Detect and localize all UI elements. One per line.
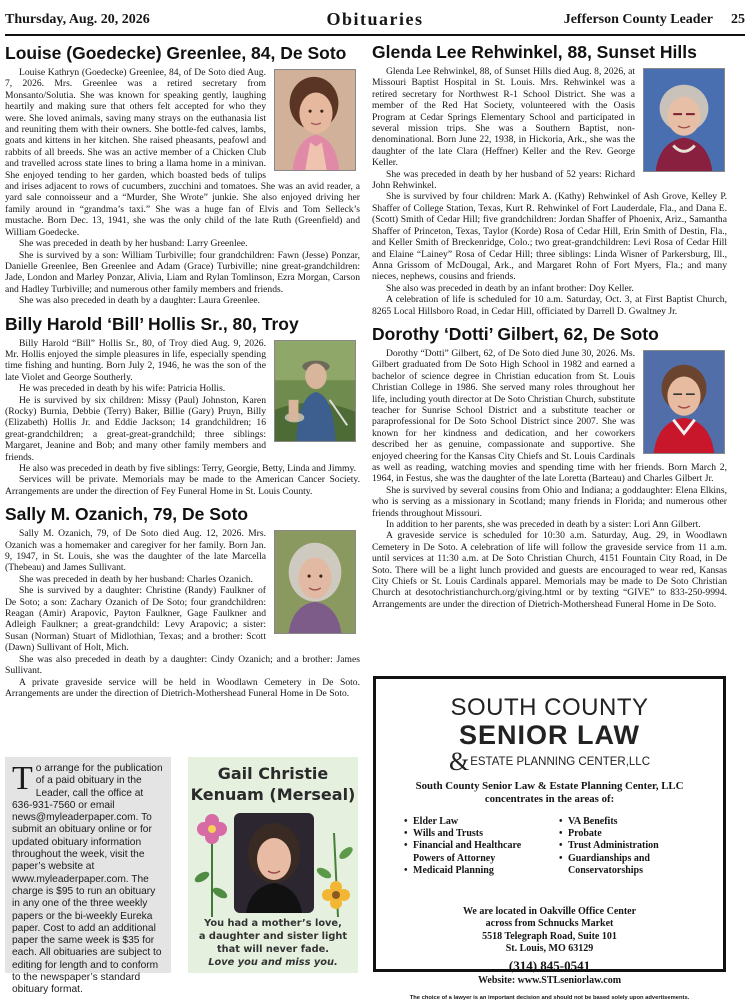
obituary-paragraph: He also was preceded in death by five siblings: Terry, Georgie, Betty, Linda and Jimmy. xyxy=(19,463,357,474)
practice-area: • Elder Law xyxy=(404,816,459,827)
practice-area: • Guardianships and xyxy=(559,852,650,864)
left-column xyxy=(5,42,360,699)
obituary-paragraph: Billy Harold “Bill” Hollis Sr., 80, of Troy died Aug. 9, 2026. Mr. Hollis enjoyed the simple pleasures in life, especially spending time fishing and hunting. Born July 2, 1946, he was the son of the late Violet and George Southerly. xyxy=(5,337,266,383)
newspaper-name: Jefferson County Leader xyxy=(563,12,713,27)
obituary-paragraph: She is survived by a son: William Turbiville; four grandchildren: Fawn (Jesse) Ponzar, Danielle Greenlee, Ben Greenlee and Adam (Grace) Turbiville; nine great-grandchildren: Jade, London and Marley Ponzar, Alivia, Liam and Rylan Tomlinson, Ezra Morgan, Carson and Hadley Turbiville; and numerous other family members and friends. xyxy=(5,249,360,295)
ad-location-line: across from Schnucks Market xyxy=(485,918,614,930)
practice-area: • Medicaid Planning xyxy=(404,864,494,876)
obituary-body xyxy=(5,528,360,699)
practice-areas-right xyxy=(559,816,659,877)
memorial-name: Gail Christie Kenuam (Merseal) xyxy=(190,764,356,804)
portrait-photo xyxy=(274,530,356,634)
obituary-paragraph: A celebration of life is scheduled for 10 a.m. Saturday, Oct. 3, at First Baptist Church, 8265 Local Hillsboro Road, in Cedar Hill, officiated by Darrell D. Gwaltney Jr. xyxy=(372,294,727,317)
ad-location xyxy=(376,906,723,955)
obituary-paragraph: He is survived by six children: Missy (Paul) Johnston, Karen (Rocky) Burnia, Debbie (Terry) Baker, Billie (Gary) Pruyn, Billy (Elizabeth) Hollis Jr. and Eddie Jackson; 14 grandchildren; 16 great-grandchildren; a great-great-grandchild; three siblings: Margaret, Jeanine and Bob; and many other family members and friends. xyxy=(5,394,266,463)
ad-name-line3-text: ESTATE PLANNING CENTER,LLC xyxy=(470,756,650,768)
ampersand: & xyxy=(448,747,470,776)
obituary-paragraph: She was preceded in death by her husband: Charles Ozanich. xyxy=(19,573,253,585)
obituary-paragraph: Glenda Lee Rehwinkel, 88, of Sunset Hills died Aug. 8, 2026, at Missouri Baptist Hospital in St. Louis. Mrs. Rehwinkel was a retired secretary for Northwest R-1 School District. She was a member of the Red Hat Society, volunteered with the Oasis Program at Cedar Springs Elementary School and participated in several mission trips. She was a Southern Baptist, non-denominational. Born June 22, 1938, in Hickoria, Ark., she was the daughter of the late Clara (Heffner) Keller and the Rev. George Keller. xyxy=(372,66,635,169)
obituary-paragraph: Dorothy “Dotti” Gilbert, 62, of De Soto died June 30, 2026. Ms. Gilbert graduated from De Soto High School in 1982 and earned a bachelor of science degree in Christian education from St. Louis Christian College in 1986. She served many roles throughout her life, including youth director at De Soto Christian Church, substitute teacher for Sunrise School District and a substitute teacher or paraprofessional for De Soto School District since 2007. She was known for her kindness and dedication, and her coworkers described her as genuine, compassionate and supportive. She enjoyed cheering for the Kansas City Chiefs and St. Louis Cardinals as well as reading, watching movies and spending time with her friends. Born March 2, 1964, in Festus, she was the daughter of the late Loretta (Barteau) and Charles Gilbert Jr. xyxy=(372,347,727,485)
obituary-paragraph: A graveside service is scheduled for 10:30 a.m. Saturday, Aug. 29, in Woodlawn Cemetery in De Soto. A celebration of life will follow the graveside service from 11 a.m. until services at 11:30 a.m. at De Soto Christian Church, 4151 Fountain City Road, in De Soto. There will be a light lunch provided and guests are encouraged to wear red, Kansas City Chiefs or St. Louis Cardinals apparel. Memorials may be made to De Soto Christian Church at desotochristianchurch.org/giving.html or by texting “GIVE” to 833-250-9994. Arrangements are under the direction of Dietrich-Mothershead Funeral Home in De Soto. xyxy=(372,530,727,610)
memorial-verse xyxy=(188,917,358,969)
ad-disclaimer: The choice of a lawyer is an important decision and should not be based solely upon advertisements. xyxy=(409,995,690,1002)
obituary-ozanich xyxy=(5,504,360,699)
sunflower-icon xyxy=(314,813,356,917)
obituary-paragraph: In addition to her parents, she was preceded in death by a sister: Lori Ann Gilbert. xyxy=(386,519,701,531)
practice-area: • VA Benefits xyxy=(559,816,618,827)
portrait-photo xyxy=(643,68,725,172)
obituary-paragraph: Louise Kathryn (Goedecke) Greenlee, 84, of De Soto died Aug. 7, 2026. Mrs. Greenlee was a retired secretary from Monsanto/Solutia. She was known for speaking gently, laughing heartily and making sure that others felt accepted for who they were. She loved animals, saving many strays on the euthanasia list and reuniting them with their owners. She bottle-fed calves, lambs, goats and kittens in her kitchen. She raised pheasants, peafowl and rabbits of all breeds. She was an active member of a Chicken Club and travelled across state lines to bring a llama home in a minivan. She enjoyed tending to her garden, which boasted beds of tulips and irises adjacent to rows of cucumbers, zucchini and tomatoes. She was an avid reader, a yard sale connoisseur and a “Murder, She Wrote” junkie. She also enjoyed driving her family around in “grandma’s taxi.” She was a huge fan of Elvis and Tom Selleck’s mustache. Born Dec. 13, 1941, she was the only child of the late Ruth (Greenfield) and William Goedecke. xyxy=(5,67,360,238)
ad-lead-line: concentrates in the areas of: xyxy=(484,793,615,805)
practice-area: • Probate xyxy=(559,828,602,840)
obituary-heading: Glenda Lee Rehwinkel, 88, Sunset Hills xyxy=(372,42,697,62)
memorial-notice xyxy=(188,757,358,973)
obituary-paragraph: Services will be private. Memorials may be made to the American Cancer Society. Arrangements are under the direction of Fey Funeral Home in St. Louis County. xyxy=(5,474,360,497)
obituary-paragraph: She is survived by a daughter: Christine (Randy) Faulkner of De Soto; a son: Zachary Ozanich of De Soto; four grandchildren: Reagan (Amir) Arapovic, Payton Faulkner, Gage Faulkner and Adleigh Faulkner; a great-grandchild: Levy Arapovic; a sister: Susan (Norman) Stuart of Midlothian, Texas; and a brother: Scott (Dawn) Sullivant of Holt, Mich. xyxy=(5,585,266,654)
obituary-heading: Billy Harold ‘Bill’ Hollis Sr., 80, Troy xyxy=(5,313,299,334)
memorial-line: You had a mother’s love, xyxy=(204,918,342,929)
portrait-photo xyxy=(643,350,725,454)
drop-cap: T xyxy=(12,760,33,797)
portrait-photo xyxy=(274,340,356,442)
senior-law-advertisement xyxy=(373,676,726,1002)
flower-icon xyxy=(190,807,234,917)
ad-address: 5518 Telegraph Road, Suite 101 xyxy=(482,930,617,942)
ad-phone: (314) 845-0541 xyxy=(508,958,591,974)
obituary-body xyxy=(5,338,360,498)
practice-area: Conservatorships xyxy=(568,864,644,876)
memorial-photo xyxy=(234,813,314,913)
obituary-body xyxy=(5,67,360,307)
ad-website: Website: www.STLseniorlaw.com xyxy=(477,975,622,987)
practice-area: Powers of Attorney xyxy=(413,852,496,864)
obituary-body xyxy=(372,348,727,610)
obituary-paragraph: She is survived by four children: Mark A. (Kathy) Rehwinkel of Ash Grove, Kelley P. Shaffer of College Station, Texas, Kurt R. Rehwinkel of Fort Lauderdale, Fla., and Dana E. (Scott) Smith of Cedar Hill; five grandchildren: Jordan Shaffer of Phoenix, Ariz., Samantha Shaffer of Princeton, Texas, Taylor (Korde) Rosa of Cedar Hill, Erin Smith of Destin, Fla., and Keller Smith of Breckenridge, Colo.; two great-grandchildren: Levi Rosa of Cedar Hill and Elaine “Lainey” Rosa of Cedar Hill; three siblings: Linda Wisner of Parkersburg, Ill., Anna Grissom of McDougal, Ark., and Margaret Rohn of Fort Myers, Fla.; and many nieces, nephews, cousins and friends. xyxy=(372,191,727,283)
ad-lead xyxy=(376,780,723,806)
info-text: o arrange for the publication of a paid obituary in the Leader, call the office at 636-931-7560 or email news@myleaderpaper.com. To submit an obituary online or for updated obituary information throughout the week, visit the paper’s website at www.myleaderpaper.com. The charge is $95 to run an obituary in any one of the three weekly papers or the bi-weekly Eureka paper. Cost to add an additional paper the same week is $35 for each. All obituaries are subject to editing for length and to conform to the newspaper’s standard obituary format. xyxy=(12,763,163,996)
ad-lead-line: South County Senior Law & Estate Planning Center, LLC xyxy=(415,780,684,792)
obituary-gilbert xyxy=(372,324,727,610)
obituary-heading: Sally M. Ozanich, 79, De Soto xyxy=(5,504,249,525)
obituary-submission-info xyxy=(5,757,171,996)
ad-name-line2: SENIOR LAW xyxy=(458,720,640,750)
obituary-heading: Dorothy ‘Dotti’ Gilbert, 62, De Soto xyxy=(372,323,659,344)
obituary-heading: Louise (Goedecke) Greenlee, 84, De Soto xyxy=(5,43,347,63)
obituary-paragraph: She was also preceded in death by a daughter: Cindy Ozanich; and a brother: James Sullivant. xyxy=(5,653,360,677)
ad-name-line1: SOUTH COUNTY xyxy=(450,694,649,721)
memorial-line: a daughter and sister light xyxy=(198,931,348,942)
obituary-paragraph: A private graveside service will be held in Woodlawn Cemetery in De Soto. Arrangements are under the direction of Dietrich-Mothershead Funeral Home in De Soto. xyxy=(5,676,360,699)
obituary-paragraph: She was also preceded in death by a daughter: Laura Greenlee. xyxy=(19,295,261,307)
right-column xyxy=(372,42,727,610)
issue-date: Thursday, Aug. 20, 2026 xyxy=(5,12,150,27)
page-number: 25 xyxy=(731,12,745,27)
practice-area: • Wills and Trusts xyxy=(404,828,484,840)
obituary-paragraph: She is survived by several cousins from Ohio and Indiana; a goddaughter: Elena Elkins, who is serving as a missionary in Scotland; many friends in Florida; and numerous other friends throughout Missouri. xyxy=(372,484,727,519)
obituary-paragraph: She was preceded in death by her husband: Larry Greenlee. xyxy=(19,238,248,250)
obituary-paragraph: She also was preceded in death by an infant brother: Doy Keller. xyxy=(386,282,634,294)
practice-areas-left xyxy=(404,816,521,877)
practice-area: • Trust Administration xyxy=(559,840,659,852)
practice-areas xyxy=(376,816,723,882)
section-title: Obituaries xyxy=(326,9,424,29)
memorial-line: that will never fade. xyxy=(216,944,330,955)
obituary-greenlee xyxy=(5,43,360,307)
ad-location-line: We are located in Oakville Office Center xyxy=(462,906,637,917)
portrait-photo xyxy=(274,69,356,171)
memorial-line: Love you and miss you. xyxy=(208,957,338,968)
obituary-paragraph: Sally M. Ozanich, 79, of De Soto died Aug. 12, 2026. Mrs. Ozanich was a homemaker and caregiver for her family. Born Jan. 9, 1947, in St. Louis, she was the daughter of the late Marcella (Thebeau) and James Sullivant. xyxy=(5,528,266,574)
obituary-hollis xyxy=(5,314,360,498)
ad-name-line3 xyxy=(376,747,723,776)
obituary-rehwinkel xyxy=(372,42,727,317)
page-header xyxy=(5,8,745,36)
ad-city: St. Louis, MO 63129 xyxy=(505,942,594,954)
obituary-body xyxy=(372,66,727,317)
obituary-paragraph: She was preceded in death by her husband of 52 years: Richard John Rehwinkel. xyxy=(372,168,635,192)
practice-area: • Financial and Healthcare xyxy=(404,840,522,852)
obituary-paragraph: He was preceded in death by his wife: Patricia Hollis. xyxy=(19,383,226,395)
